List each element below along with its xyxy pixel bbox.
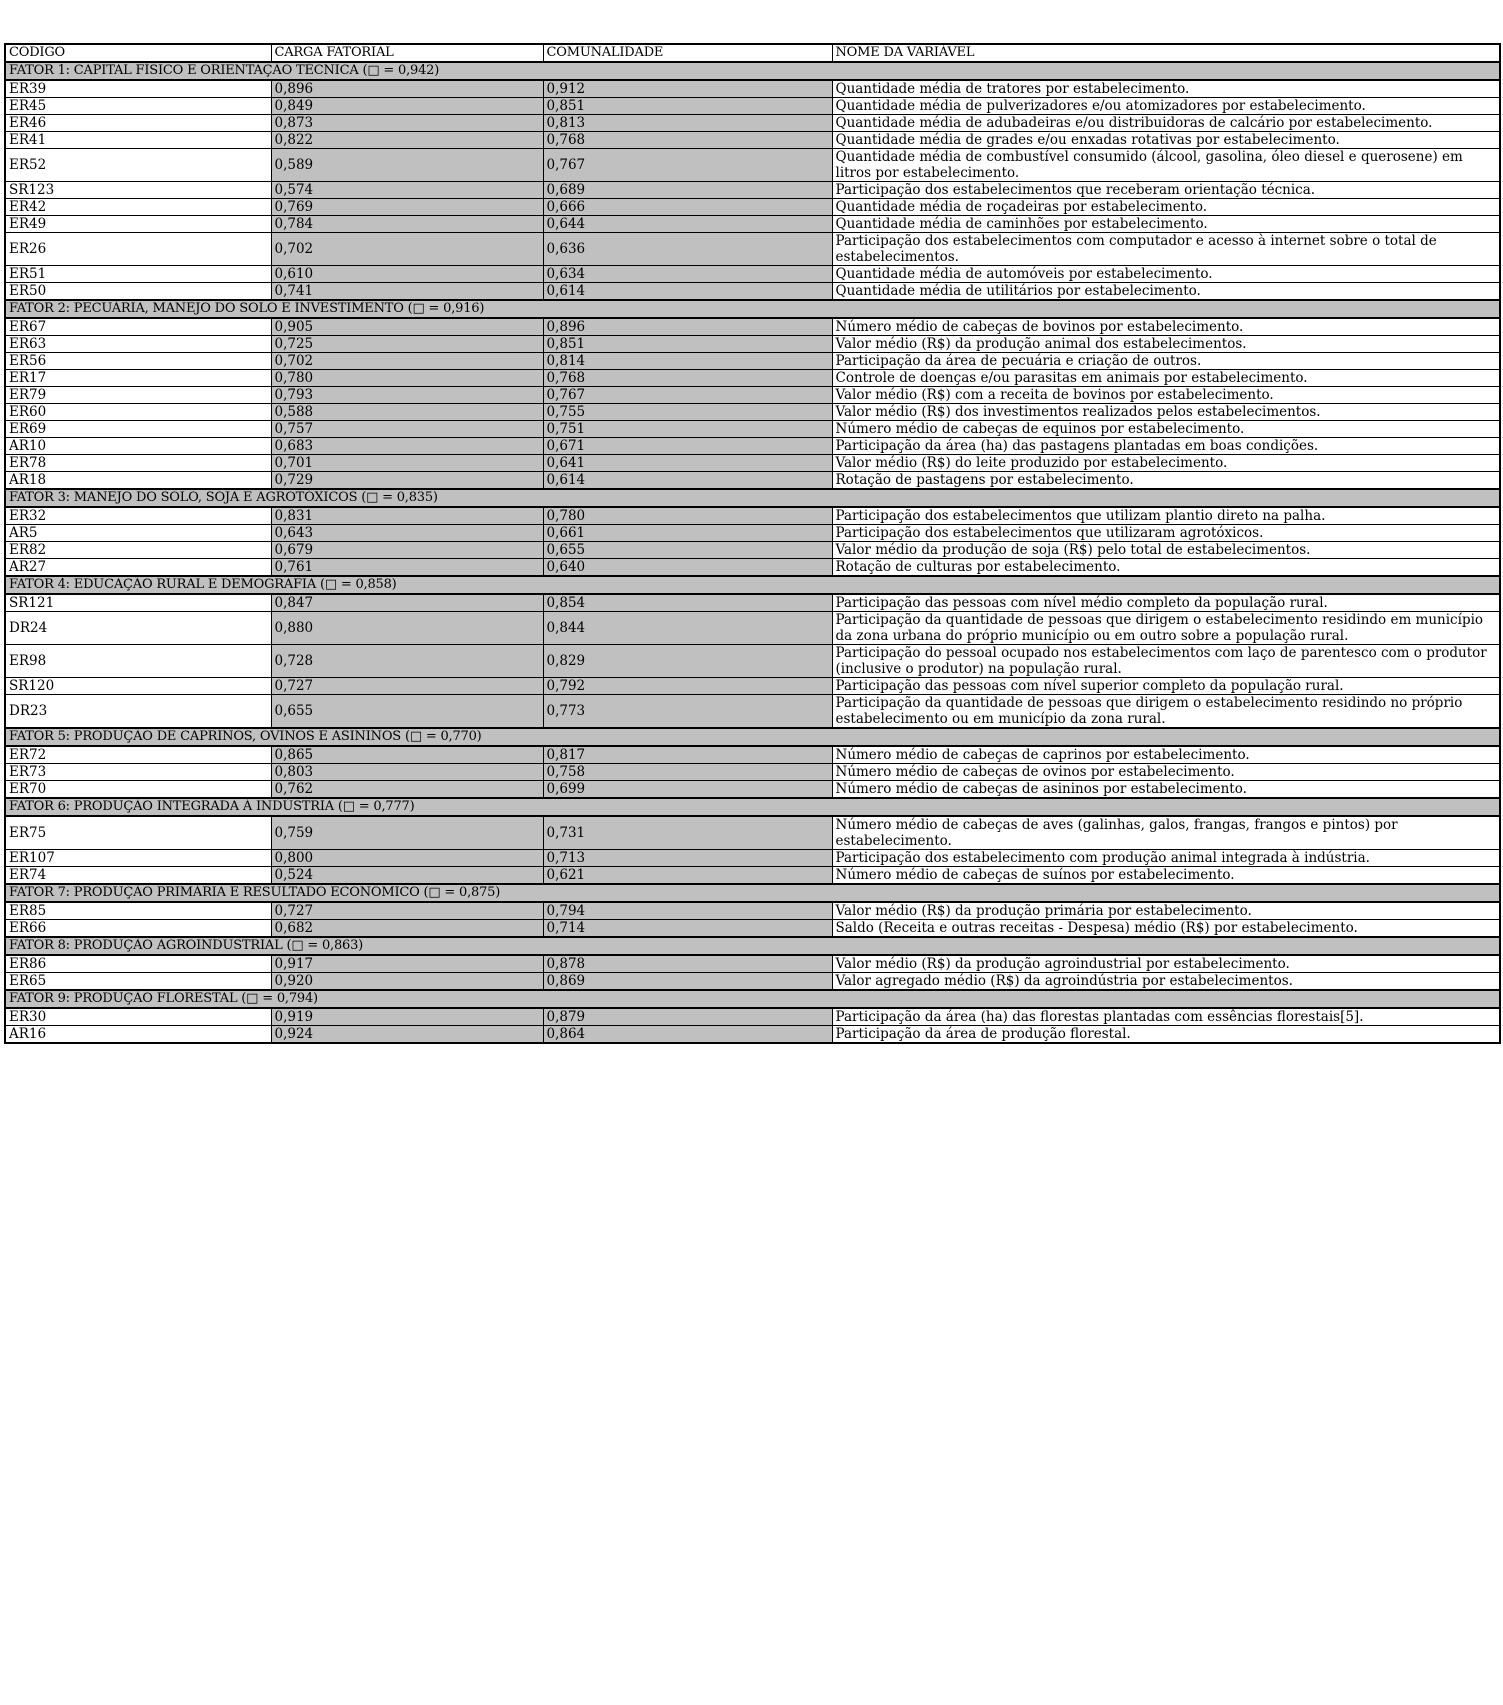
variable-name: Participação da quantidade de pessoas que dirigem o estabelecimento residindo em município da zona urbana do próprio município ou em outro sobre a população rural. bbox=[832, 612, 1500, 645]
variable-code: ER69 bbox=[5, 421, 271, 438]
variable-code: ER17 bbox=[5, 370, 271, 387]
variable-code: AR10 bbox=[5, 438, 271, 455]
factor-loading: 0,769 bbox=[271, 199, 543, 216]
variable-code: AR5 bbox=[5, 525, 271, 542]
variable-name: Quantidade média de roçadeiras por estabelecimento. bbox=[832, 199, 1500, 216]
communality: 0,768 bbox=[543, 370, 832, 387]
communality: 0,641 bbox=[543, 455, 832, 472]
variable-code: ER74 bbox=[5, 867, 271, 885]
factor-title: FATOR 8: PRODUÇÃO AGROINDUSTRIAL (□ = 0,863) bbox=[5, 937, 1500, 955]
factor-loading: 0,725 bbox=[271, 336, 543, 353]
factor-loading: 0,741 bbox=[271, 283, 543, 301]
variable-code: ER86 bbox=[5, 955, 271, 973]
table-row bbox=[5, 781, 1500, 799]
factor-loading: 0,831 bbox=[271, 507, 543, 525]
variable-code: SR120 bbox=[5, 678, 271, 695]
factor-title: FATOR 7: PRODUÇÃO PRIMÁRIA E RESULTADO ECONÔMICO (□ = 0,875) bbox=[5, 884, 1500, 902]
factor-section-row bbox=[5, 489, 1500, 507]
factor-section-row bbox=[5, 62, 1500, 80]
factor-loading: 0,761 bbox=[271, 559, 543, 577]
variable-code: ER52 bbox=[5, 149, 271, 182]
table-row bbox=[5, 233, 1500, 266]
table-row bbox=[5, 472, 1500, 490]
variable-name: Participação dos estabelecimento com produção animal integrada à indústria. bbox=[832, 850, 1500, 867]
table-row bbox=[5, 283, 1500, 301]
variable-name: Valor agregado médio (R$) da agroindústria por estabelecimentos. bbox=[832, 973, 1500, 991]
table-row bbox=[5, 542, 1500, 559]
communality: 0,851 bbox=[543, 98, 832, 115]
table-row bbox=[5, 199, 1500, 216]
communality: 0,689 bbox=[543, 182, 832, 199]
header-nome-variavel: NOME DA VARIÁVEL bbox=[832, 44, 1500, 62]
variable-name: Valor médio (R$) da produção animal dos estabelecimentos. bbox=[832, 336, 1500, 353]
variable-code: ER45 bbox=[5, 98, 271, 115]
variable-code: SR123 bbox=[5, 182, 271, 199]
communality: 0,614 bbox=[543, 472, 832, 490]
table-row bbox=[5, 559, 1500, 577]
variable-name: Participação da área (ha) das florestas plantadas com essências florestais[5]. bbox=[832, 1008, 1500, 1026]
table-row bbox=[5, 525, 1500, 542]
factor-loading: 0,574 bbox=[271, 182, 543, 199]
factor-loading: 0,762 bbox=[271, 781, 543, 799]
factor-title: FATOR 1: CAPITAL FÍSICO E ORIENTAÇÃO TÉCNICA (□ = 0,942) bbox=[5, 62, 1500, 80]
table-row bbox=[5, 353, 1500, 370]
factor-title: FATOR 4: EDUCAÇÃO RURAL E DEMOGRAFIA (□ = 0,858) bbox=[5, 576, 1500, 594]
variable-name: Participação dos estabelecimentos com computador e acesso à internet sobre o total de estabelecimentos. bbox=[832, 233, 1500, 266]
factor-section-row bbox=[5, 728, 1500, 746]
communality: 0,896 bbox=[543, 318, 832, 336]
table-row bbox=[5, 266, 1500, 283]
table-row bbox=[5, 746, 1500, 764]
table-row bbox=[5, 438, 1500, 455]
variable-name: Participação dos estabelecimentos que utilizaram agrotóxicos. bbox=[832, 525, 1500, 542]
variable-code: ER78 bbox=[5, 455, 271, 472]
factor-loading: 0,800 bbox=[271, 850, 543, 867]
communality: 0,714 bbox=[543, 920, 832, 938]
variable-name: Participação da área de produção florestal. bbox=[832, 1026, 1500, 1044]
table-row bbox=[5, 404, 1500, 421]
variable-name: Número médio de cabeças de bovinos por estabelecimento. bbox=[832, 318, 1500, 336]
header-row bbox=[5, 44, 1500, 62]
factor-loading: 0,780 bbox=[271, 370, 543, 387]
table-row bbox=[5, 1008, 1500, 1026]
factor-loading: 0,655 bbox=[271, 695, 543, 729]
factor-loading: 0,917 bbox=[271, 955, 543, 973]
factor-loading: 0,682 bbox=[271, 920, 543, 938]
factor-section-row bbox=[5, 300, 1500, 318]
table-row bbox=[5, 80, 1500, 98]
factor-loading: 0,873 bbox=[271, 115, 543, 132]
factor-loading: 0,793 bbox=[271, 387, 543, 404]
variable-name: Valor médio (R$) com a receita de bovinos por estabelecimento. bbox=[832, 387, 1500, 404]
variable-code: ER107 bbox=[5, 850, 271, 867]
variable-name: Participação da quantidade de pessoas que dirigem o estabelecimento residindo no próprio estabelecimento ou em município da zona rural. bbox=[832, 695, 1500, 729]
variable-code: ER98 bbox=[5, 645, 271, 678]
factor-loading: 0,822 bbox=[271, 132, 543, 149]
communality: 0,758 bbox=[543, 764, 832, 781]
communality: 0,699 bbox=[543, 781, 832, 799]
header-comunalidade: COMUNALIDADE bbox=[543, 44, 832, 62]
factor-loading: 0,865 bbox=[271, 746, 543, 764]
table-row bbox=[5, 182, 1500, 199]
variable-name: Número médio de cabeças de suínos por estabelecimento. bbox=[832, 867, 1500, 885]
table-row bbox=[5, 1026, 1500, 1044]
communality: 0,661 bbox=[543, 525, 832, 542]
table-row bbox=[5, 98, 1500, 115]
factor-title: FATOR 9: PRODUÇÃO FLORESTAL (□ = 0,794) bbox=[5, 990, 1500, 1008]
variable-name: Quantidade média de automóveis por estabelecimento. bbox=[832, 266, 1500, 283]
variable-name: Participação dos estabelecimentos que receberam orientação técnica. bbox=[832, 182, 1500, 199]
communality: 0,878 bbox=[543, 955, 832, 973]
table-row bbox=[5, 216, 1500, 233]
variable-name: Rotação de pastagens por estabelecimento. bbox=[832, 472, 1500, 490]
communality: 0,817 bbox=[543, 746, 832, 764]
variable-name: Participação da área de pecuária e criação de outros. bbox=[832, 353, 1500, 370]
variable-code: ER85 bbox=[5, 902, 271, 920]
table-row bbox=[5, 973, 1500, 991]
communality: 0,634 bbox=[543, 266, 832, 283]
table-row bbox=[5, 816, 1500, 850]
variable-code: ER39 bbox=[5, 80, 271, 98]
table-row bbox=[5, 507, 1500, 525]
variable-code: ER82 bbox=[5, 542, 271, 559]
variable-code: ER75 bbox=[5, 816, 271, 850]
communality: 0,621 bbox=[543, 867, 832, 885]
communality: 0,755 bbox=[543, 404, 832, 421]
variable-name: Quantidade média de grades e/ou enxadas rotativas por estabelecimento. bbox=[832, 132, 1500, 149]
variable-code: ER72 bbox=[5, 746, 271, 764]
variable-name: Saldo (Receita e outras receitas - Despesa) médio (R$) por estabelecimento. bbox=[832, 920, 1500, 938]
factor-loading: 0,905 bbox=[271, 318, 543, 336]
table-row bbox=[5, 115, 1500, 132]
factor-title: FATOR 2: PECUÁRIA, MANEJO DO SOLO E INVESTIMENTO (□ = 0,916) bbox=[5, 300, 1500, 318]
factor-title: FATOR 3: MANEJO DO SOLO, SOJA E AGROTÓXICOS (□ = 0,835) bbox=[5, 489, 1500, 507]
factor-title: FATOR 6: PRODUÇÃO INTEGRADA À INDÚSTRIA (□ = 0,777) bbox=[5, 798, 1500, 816]
header-codigo: CÓDIGO bbox=[5, 44, 271, 62]
table-row bbox=[5, 594, 1500, 612]
communality: 0,636 bbox=[543, 233, 832, 266]
variable-code: ER42 bbox=[5, 199, 271, 216]
communality: 0,844 bbox=[543, 612, 832, 645]
variable-name: Valor médio (R$) da produção agroindustrial por estabelecimento. bbox=[832, 955, 1500, 973]
variable-code: AR27 bbox=[5, 559, 271, 577]
variable-name: Número médio de cabeças de aves (galinhas, galos, frangas, frangos e pintos) por estabelecimento. bbox=[832, 816, 1500, 850]
table-row bbox=[5, 764, 1500, 781]
factor-title: FATOR 5: PRODUÇÃO DE CAPRINOS, OVINOS E ASININOS (□ = 0,770) bbox=[5, 728, 1500, 746]
variable-name: Número médio de cabeças de asininos por estabelecimento. bbox=[832, 781, 1500, 799]
variable-code: AR16 bbox=[5, 1026, 271, 1044]
factor-loading: 0,727 bbox=[271, 902, 543, 920]
factor-loading: 0,643 bbox=[271, 525, 543, 542]
communality: 0,829 bbox=[543, 645, 832, 678]
table-row bbox=[5, 678, 1500, 695]
factor-loading: 0,896 bbox=[271, 80, 543, 98]
table-row bbox=[5, 902, 1500, 920]
variable-name: Participação dos estabelecimentos que utilizam plantio direto na palha. bbox=[832, 507, 1500, 525]
communality: 0,768 bbox=[543, 132, 832, 149]
communality: 0,640 bbox=[543, 559, 832, 577]
communality: 0,813 bbox=[543, 115, 832, 132]
variable-name: Número médio de cabeças de equinos por estabelecimento. bbox=[832, 421, 1500, 438]
variable-code: ER60 bbox=[5, 404, 271, 421]
factor-section-row bbox=[5, 937, 1500, 955]
factor-loading: 0,728 bbox=[271, 645, 543, 678]
table-row bbox=[5, 867, 1500, 885]
variable-code: ER66 bbox=[5, 920, 271, 938]
communality: 0,713 bbox=[543, 850, 832, 867]
factor-loading: 0,920 bbox=[271, 973, 543, 991]
communality: 0,671 bbox=[543, 438, 832, 455]
table-row bbox=[5, 421, 1500, 438]
variable-code: ER49 bbox=[5, 216, 271, 233]
variable-code: ER30 bbox=[5, 1008, 271, 1026]
variable-name: Número médio de cabeças de caprinos por estabelecimento. bbox=[832, 746, 1500, 764]
variable-name: Quantidade média de utilitários por estabelecimento. bbox=[832, 283, 1500, 301]
factor-section-row bbox=[5, 990, 1500, 1008]
communality: 0,854 bbox=[543, 594, 832, 612]
communality: 0,767 bbox=[543, 387, 832, 404]
communality: 0,655 bbox=[543, 542, 832, 559]
table-row bbox=[5, 695, 1500, 729]
communality: 0,864 bbox=[543, 1026, 832, 1044]
factor-loading: 0,701 bbox=[271, 455, 543, 472]
factor-loading: 0,847 bbox=[271, 594, 543, 612]
variable-code: ER46 bbox=[5, 115, 271, 132]
variable-name: Quantidade média de combustível consumido (álcool, gasolina, óleo diesel e querosene) em litros por estabelecimento. bbox=[832, 149, 1500, 182]
variable-code: ER51 bbox=[5, 266, 271, 283]
factor-section-row bbox=[5, 884, 1500, 902]
variable-code: ER50 bbox=[5, 283, 271, 301]
communality: 0,731 bbox=[543, 816, 832, 850]
variable-code: AR18 bbox=[5, 472, 271, 490]
communality: 0,773 bbox=[543, 695, 832, 729]
table-row bbox=[5, 850, 1500, 867]
variable-code: ER73 bbox=[5, 764, 271, 781]
factor-loading: 0,803 bbox=[271, 764, 543, 781]
table-row bbox=[5, 455, 1500, 472]
table-row bbox=[5, 920, 1500, 938]
communality: 0,912 bbox=[543, 80, 832, 98]
variable-code: ER67 bbox=[5, 318, 271, 336]
communality: 0,851 bbox=[543, 336, 832, 353]
variable-name: Número médio de cabeças de ovinos por estabelecimento. bbox=[832, 764, 1500, 781]
variable-name: Valor médio da produção de soja (R$) pelo total de estabelecimentos. bbox=[832, 542, 1500, 559]
variable-name: Quantidade média de pulverizadores e/ou atomizadores por estabelecimento. bbox=[832, 98, 1500, 115]
factor-loading: 0,924 bbox=[271, 1026, 543, 1044]
factor-section-row bbox=[5, 576, 1500, 594]
communality: 0,666 bbox=[543, 199, 832, 216]
variable-name: Participação das pessoas com nível superior completo da população rural. bbox=[832, 678, 1500, 695]
variable-name: Quantidade média de adubadeiras e/ou distribuidoras de calcário por estabelecimento. bbox=[832, 115, 1500, 132]
factor-table bbox=[4, 43, 1501, 1044]
table-row bbox=[5, 336, 1500, 353]
variable-name: Valor médio (R$) dos investimentos realizados pelos estabelecimentos. bbox=[832, 404, 1500, 421]
factor-loading: 0,610 bbox=[271, 266, 543, 283]
table-row bbox=[5, 132, 1500, 149]
variable-code: ER70 bbox=[5, 781, 271, 799]
table-row bbox=[5, 612, 1500, 645]
factor-loading: 0,729 bbox=[271, 472, 543, 490]
variable-code: ER56 bbox=[5, 353, 271, 370]
variable-code: ER63 bbox=[5, 336, 271, 353]
factor-loading: 0,524 bbox=[271, 867, 543, 885]
factor-loading: 0,757 bbox=[271, 421, 543, 438]
variable-code: ER41 bbox=[5, 132, 271, 149]
factor-loading: 0,702 bbox=[271, 353, 543, 370]
variable-code: DR24 bbox=[5, 612, 271, 645]
variable-name: Quantidade média de tratores por estabelecimento. bbox=[832, 80, 1500, 98]
communality: 0,814 bbox=[543, 353, 832, 370]
communality: 0,767 bbox=[543, 149, 832, 182]
factor-loading: 0,880 bbox=[271, 612, 543, 645]
factor-loading: 0,759 bbox=[271, 816, 543, 850]
variable-code: ER32 bbox=[5, 507, 271, 525]
table-body bbox=[5, 62, 1500, 1043]
factor-loading: 0,588 bbox=[271, 404, 543, 421]
variable-code: ER65 bbox=[5, 973, 271, 991]
variable-code: ER79 bbox=[5, 387, 271, 404]
communality: 0,792 bbox=[543, 678, 832, 695]
factor-loading: 0,702 bbox=[271, 233, 543, 266]
table-row bbox=[5, 645, 1500, 678]
factor-loading: 0,679 bbox=[271, 542, 543, 559]
communality: 0,751 bbox=[543, 421, 832, 438]
table-row bbox=[5, 318, 1500, 336]
variable-code: DR23 bbox=[5, 695, 271, 729]
variable-code: ER26 bbox=[5, 233, 271, 266]
table-row bbox=[5, 149, 1500, 182]
table-row bbox=[5, 955, 1500, 973]
variable-name: Valor médio (R$) da produção primária por estabelecimento. bbox=[832, 902, 1500, 920]
variable-name: Participação da área (ha) das pastagens plantadas em boas condições. bbox=[832, 438, 1500, 455]
variable-code: SR121 bbox=[5, 594, 271, 612]
header-carga-fatorial: CARGA FATORIAL bbox=[271, 44, 543, 62]
variable-name: Controle de doenças e/ou parasitas em animais por estabelecimento. bbox=[832, 370, 1500, 387]
factor-loading: 0,589 bbox=[271, 149, 543, 182]
factor-loading: 0,727 bbox=[271, 678, 543, 695]
communality: 0,879 bbox=[543, 1008, 832, 1026]
communality: 0,869 bbox=[543, 973, 832, 991]
variable-name: Participação do pessoal ocupado nos estabelecimentos com laço de parentesco com o produtor (inclusive o produtor) na população rural. bbox=[832, 645, 1500, 678]
variable-name: Participação das pessoas com nível médio completo da população rural. bbox=[832, 594, 1500, 612]
communality: 0,780 bbox=[543, 507, 832, 525]
table-row bbox=[5, 370, 1500, 387]
factor-loading: 0,849 bbox=[271, 98, 543, 115]
variable-name: Quantidade média de caminhões por estabelecimento. bbox=[832, 216, 1500, 233]
communality: 0,644 bbox=[543, 216, 832, 233]
table-row bbox=[5, 387, 1500, 404]
variable-name: Rotação de culturas por estabelecimento. bbox=[832, 559, 1500, 577]
variable-name: Valor médio (R$) do leite produzido por estabelecimento. bbox=[832, 455, 1500, 472]
factor-loading: 0,683 bbox=[271, 438, 543, 455]
communality: 0,614 bbox=[543, 283, 832, 301]
factor-section-row bbox=[5, 798, 1500, 816]
factor-loading: 0,919 bbox=[271, 1008, 543, 1026]
factor-loading: 0,784 bbox=[271, 216, 543, 233]
communality: 0,794 bbox=[543, 902, 832, 920]
